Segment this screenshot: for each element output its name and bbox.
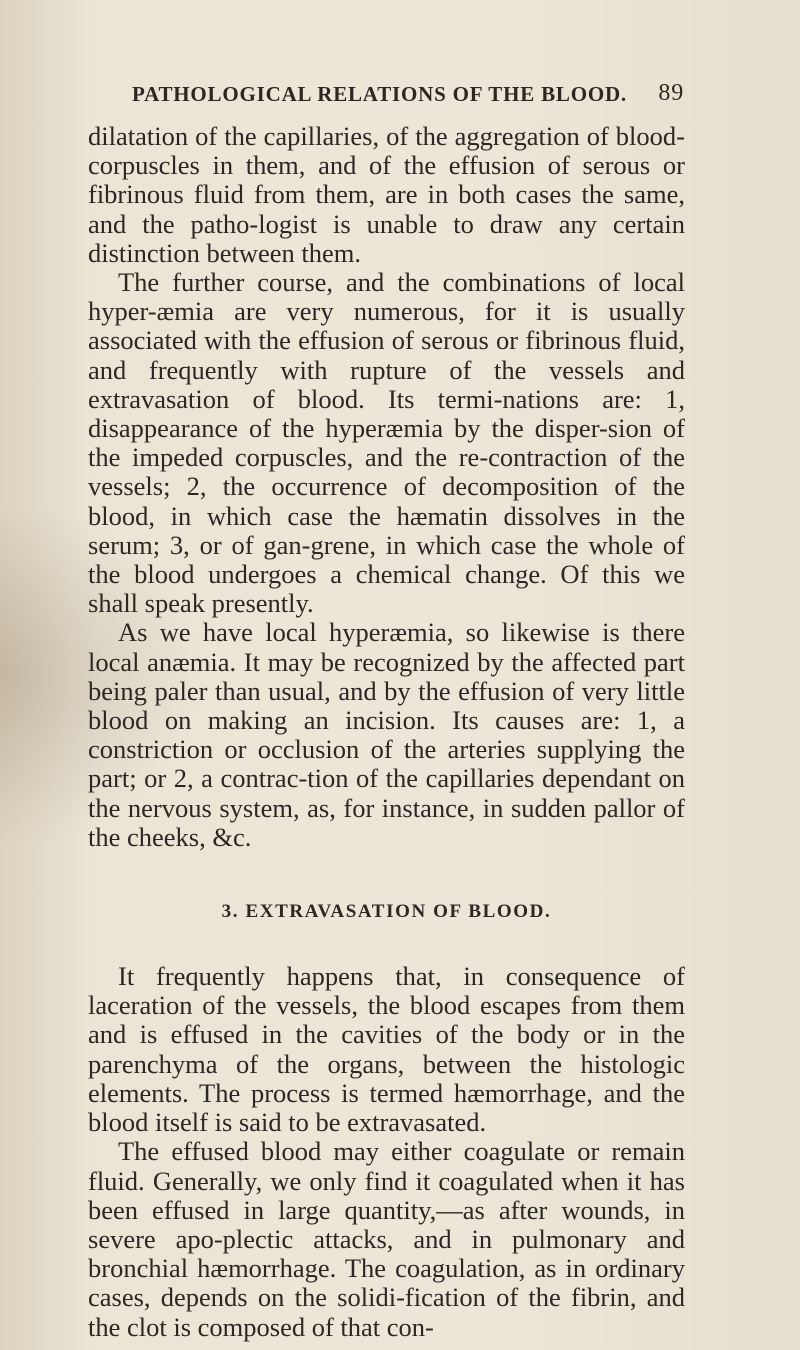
paragraph: As we have local hyperæmia, so likewise is there local anæmia. It may be recognized by the affected part being paler than usual, and by the effusion of very little blood on making an incision. Its causes are: 1, a constriction or occlusion of the arteries supplying the part; or 2, a contrac-tion of the capillaries dependant on the nervous system, as, for instance, in sudden pallor of the cheeks, &c. (88, 617, 685, 852)
paragraph: dilatation of the capillaries, of the aggregation of blood-corpuscles in them, and of the effusion of serous or fibrinous fluid from them, are in both cases the same, and the patho-logist is unable to draw any certain distinction between them. (88, 121, 685, 268)
page-number: 89 (658, 80, 684, 106)
section-heading: 3. EXTRAVASATION OF BLOOD. (221, 901, 552, 923)
body-text (88, 122, 685, 1342)
paragraph: It frequently happens that, in consequence of laceration of the vessels, the blood escapes from them and is effused in the cavities of the body or in the parenchyma of the organs, between the histologic elements. The process is termed hæmorrhage, and the blood itself is said to be extravasated. (88, 961, 685, 1138)
running-title: PATHOLOGICAL RELATIONS OF THE BLOOD. (132, 82, 627, 106)
running-head (132, 82, 684, 107)
paragraph: The effused blood may either coagulate or remain fluid. Generally, we only find it coagulated when it has been effused in large quantity,—as after wounds, in severe apo-plectic attacks, and in pulmonary and bronchial hæmorrhage. The coagulation, as in ordinary cases, depends on the solidi-fication of the fibrin, and the clot is composed of that con- (88, 1136, 685, 1342)
paragraph: The further course, and the combinations of local hyper-æmia are very numerous, for it is usually associated with the effusion of serous or fibrinous fluid, and frequently with rupture of the vessels and extravasation of blood. Its termi-nations are: 1, disappearance of the hyperæmia by the disper-sion of the impeded corpuscles, and the re-contraction of the vessels; 2, the occurrence of decomposition of the blood, in which case the hæmatin dissolves in the serum; 3, or of gan-grene, in which case the whole of the blood undergoes a chemical change. Of this we shall speak presently. (88, 267, 685, 619)
